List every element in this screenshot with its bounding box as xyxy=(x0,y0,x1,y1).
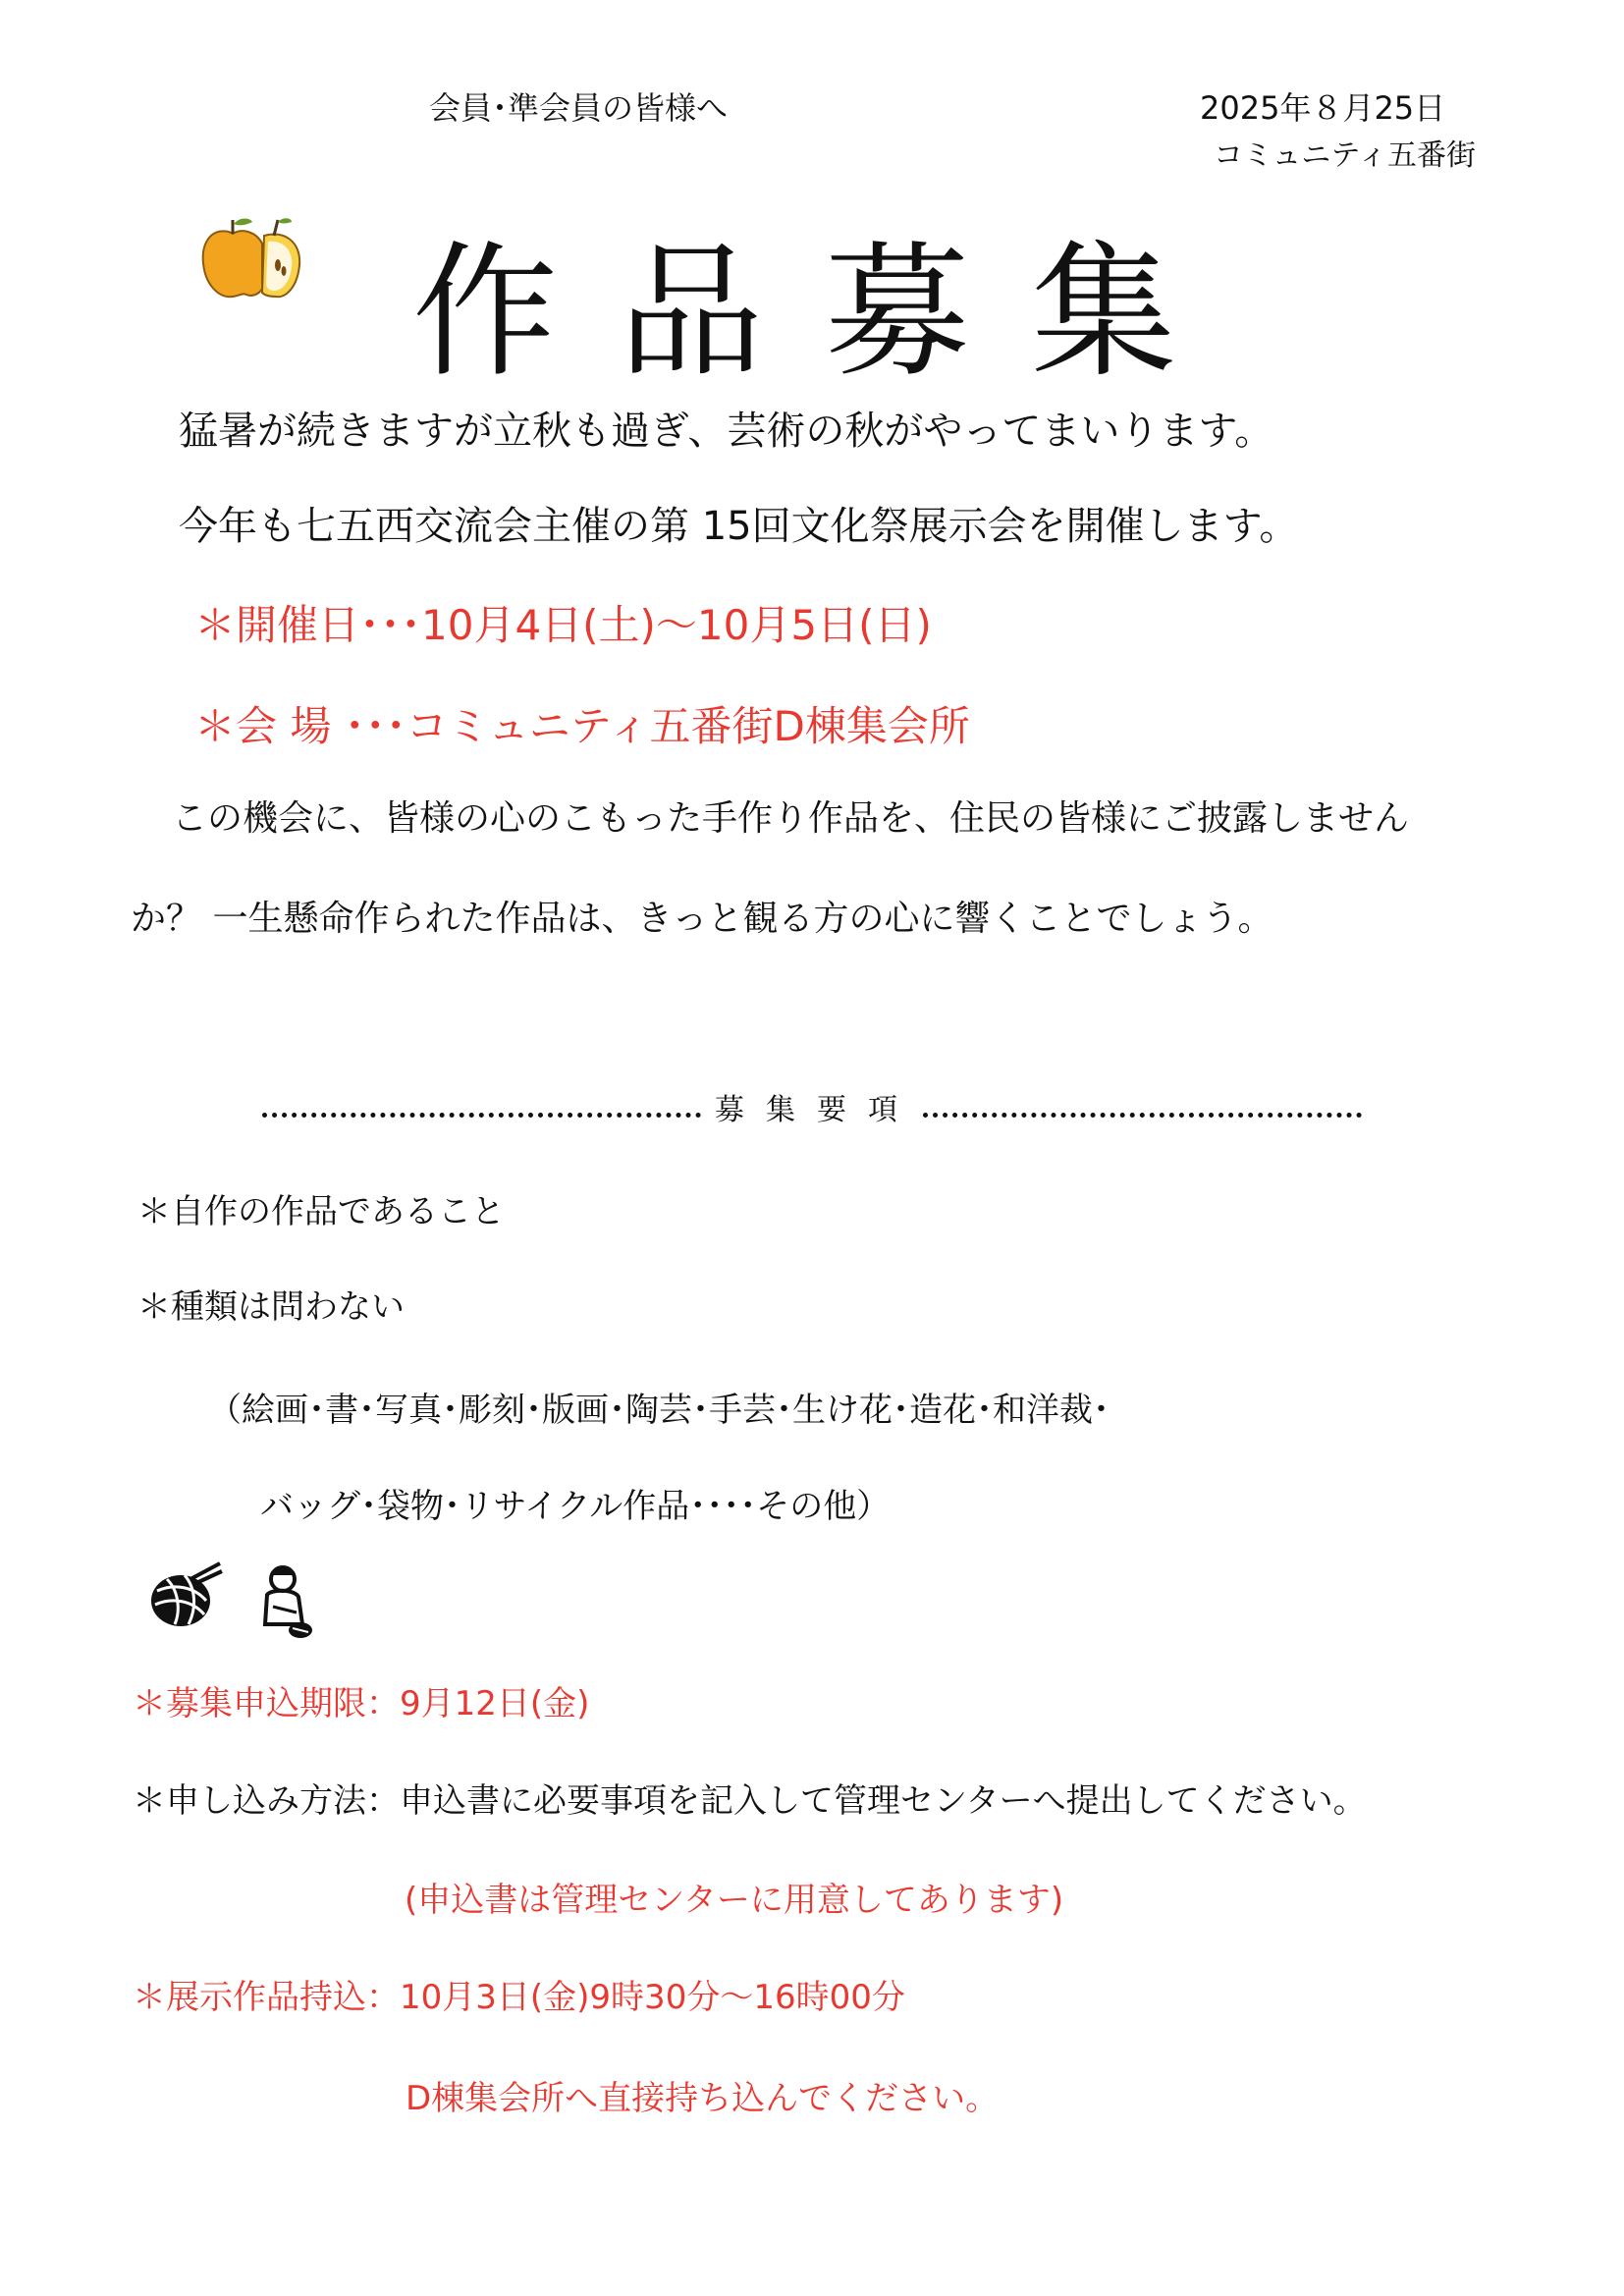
delivery-note: D棟集会所へ直接持ち込んでください。 xyxy=(406,2079,1000,2118)
issue-date: 2025年８月25日 xyxy=(1200,89,1446,127)
dotted-leader-right xyxy=(923,1113,1362,1118)
sender-name: コミュニティ五番街 xyxy=(1214,138,1476,173)
guidelines-heading-label: 募集要項 xyxy=(715,1093,919,1127)
invitation-line-2: か？ 一生懸命作られた作品は、きっと観る方の心に響くことでしょう。 xyxy=(131,899,1273,939)
delivery-schedule: ＊展示作品持込：10月3日(金)9時30分～16時00分 xyxy=(133,1978,905,2017)
dotted-leader-left xyxy=(262,1113,701,1118)
apples-icon xyxy=(199,214,307,302)
guidelines-heading xyxy=(262,1085,1362,1128)
knitting-person-icon xyxy=(257,1561,316,1640)
intro-line-2: 今年も七五西交流会主催の第 15回文化祭展示会を開催します。 xyxy=(179,504,1299,549)
application-deadline: ＊募集申込期限：9月12日(金) xyxy=(133,1684,590,1723)
intro-line-1: 猛暑が続きますが立秋も過ぎ、芸術の秋がやってまいります。 xyxy=(179,409,1274,454)
yarn-ball-icon xyxy=(145,1561,224,1632)
guideline-item: バッグ･袋物･リサイクル作品････その他） xyxy=(260,1487,891,1526)
invitation-line-1: この機会に、皆様の心のこもった手作り作品を、住民の皆様にご披露しません xyxy=(172,798,1410,839)
guideline-item: ＊自作の作品であること xyxy=(137,1192,505,1231)
event-date-line: ＊開催日･･･10月4日(土)～10月5日(日) xyxy=(194,601,932,649)
event-venue-line: ＊会 場 ･･･コミュニティ五番街D棟集会所 xyxy=(194,702,970,750)
page-title: 作品募集 xyxy=(412,228,1237,397)
application-method: ＊申し込み方法：申込書に必要事項を記入して管理センターへ提出してください。 xyxy=(133,1781,1367,1821)
application-method-note: (申込書は管理センターに用意してあります) xyxy=(405,1881,1064,1920)
recipient-line: 会員･準会員の皆様へ xyxy=(429,89,729,127)
guideline-item: （絵画･書･写真･彫刻･版画･陶芸･手芸･生け花･造花･和洋裁･ xyxy=(208,1391,1110,1430)
guideline-item: ＊種類は問わない xyxy=(137,1287,405,1327)
